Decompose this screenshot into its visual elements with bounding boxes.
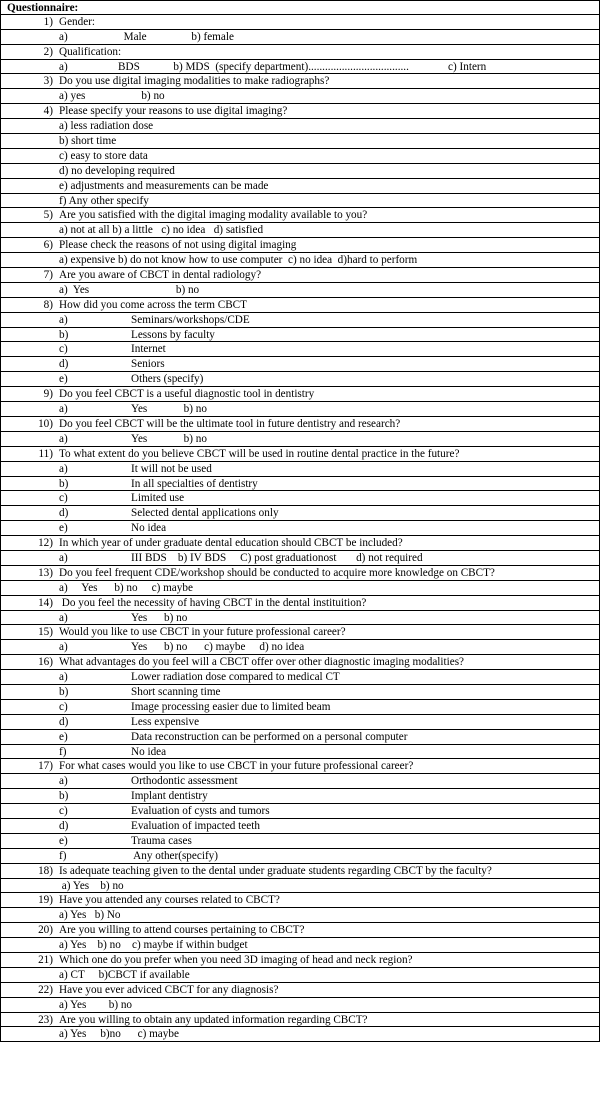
option-row: [0, 819, 600, 834]
answer-options: a) CT b)CBCT if available: [59, 968, 190, 981]
answer-options: a) yes b) no: [59, 90, 165, 103]
question-row: [0, 759, 600, 774]
question-number: 11): [38, 447, 53, 460]
question-row: [0, 893, 600, 908]
question-row: [0, 655, 600, 670]
question-number: 10): [38, 417, 53, 430]
option-row: [0, 521, 600, 536]
answer-row: [0, 119, 600, 134]
option-row: [0, 313, 600, 328]
option-text: III BDS b) IV BDS C) post graduationost d) not required: [131, 551, 423, 564]
answer-row: [0, 938, 600, 953]
option-text: Data reconstruction can be performed on a personal computer: [131, 730, 408, 743]
question-row: [0, 596, 600, 611]
option-row: [0, 685, 600, 700]
option-text: Trauma cases: [131, 834, 192, 847]
answer-row: [0, 164, 600, 179]
option-text: It will not be used: [131, 462, 212, 475]
question-row: [0, 923, 600, 938]
answer-row: [0, 194, 600, 209]
option-text: Internet: [131, 343, 166, 356]
option-label: b): [59, 477, 69, 490]
option-label: b): [59, 685, 69, 698]
question-number: 4): [43, 105, 53, 118]
title-row: [0, 0, 600, 15]
option-label: e): [59, 522, 68, 535]
answer-row: [0, 134, 600, 149]
question-row: [0, 298, 600, 313]
option-text: Selected dental applications only: [131, 507, 279, 520]
option-text: Any other(specify): [131, 849, 218, 862]
answer-options: c) easy to store data: [59, 149, 148, 162]
question-text: What advantages do you feel will a CBCT offer over other diagnostic imaging modalities?: [59, 656, 465, 669]
option-row: [0, 640, 600, 655]
answer-row: [0, 253, 600, 268]
option-row: [0, 774, 600, 789]
option-text: Less expensive: [131, 715, 200, 728]
option-row: [0, 789, 600, 804]
question-number: 8): [43, 298, 53, 311]
questionnaire-title: Questionnaire:: [7, 2, 79, 14]
option-row: [0, 432, 600, 447]
option-row: [0, 551, 600, 566]
question-text: Are you willing to attend courses pertaining to CBCT?: [59, 924, 305, 937]
option-text: Yes b) no c) maybe d) no idea: [131, 641, 305, 654]
question-text: To what extent do you believe CBCT will be used in routine dental practice in the future?: [59, 447, 460, 460]
question-number: 12): [38, 537, 53, 550]
question-row: [0, 104, 600, 119]
question-text: Are you willing to obtain any updated information regarding CBCT?: [59, 1013, 368, 1026]
option-text: Lessons by faculty: [131, 328, 215, 341]
question-text: Please specify your reasons to use digital imaging?: [59, 105, 288, 118]
answer-row: [0, 149, 600, 164]
question-text: Do you feel CBCT is a useful diagnostic tool in dentistry: [59, 388, 315, 401]
question-number: 15): [38, 626, 53, 639]
question-text: Gender:: [59, 15, 96, 28]
option-label: a): [59, 432, 68, 445]
option-row: [0, 804, 600, 819]
question-number: 18): [38, 864, 53, 877]
option-label: d): [59, 358, 69, 371]
option-row: [0, 849, 600, 864]
question-number: 5): [43, 209, 53, 222]
answer-options: e) adjustments and measurements can be made: [59, 179, 269, 192]
option-label: d): [59, 507, 69, 520]
question-number: 17): [38, 760, 53, 773]
answer-row: [0, 968, 600, 983]
option-label: a): [59, 671, 68, 684]
option-label: e): [59, 373, 68, 386]
answer-row: [0, 879, 600, 894]
option-row: [0, 506, 600, 521]
option-label: b): [59, 790, 69, 803]
answer-options: a) Yes b) no: [59, 998, 133, 1011]
option-label: c): [59, 343, 68, 356]
question-row: [0, 208, 600, 223]
answer-row: [0, 60, 600, 75]
question-number: 9): [43, 388, 53, 401]
question-row: [0, 953, 600, 968]
answer-row: [0, 223, 600, 238]
question-row: [0, 268, 600, 283]
answer-row: [0, 581, 600, 596]
question-number: 21): [38, 954, 53, 966]
question-text: Have you ever adviced CBCT for any diagnosis?: [59, 983, 279, 996]
question-number: 23): [38, 1013, 53, 1026]
question-number: 20): [38, 924, 53, 937]
question-row: [0, 983, 600, 998]
option-label: d): [59, 715, 69, 728]
option-label: e): [59, 730, 68, 743]
question-row: [0, 447, 600, 462]
option-text: Limited use: [131, 492, 185, 505]
option-row: [0, 834, 600, 849]
option-row: [0, 730, 600, 745]
option-label: e): [59, 834, 68, 847]
question-row: [0, 566, 600, 581]
option-text: Yes b) no: [131, 403, 207, 416]
question-number: 3): [43, 75, 53, 88]
option-label: f): [59, 745, 67, 758]
option-label: a): [59, 641, 68, 654]
option-label: a): [59, 775, 68, 788]
option-text: Seminars/workshops/CDE: [131, 313, 250, 326]
option-text: Evaluation of cysts and tumors: [131, 805, 270, 818]
answer-row: [0, 179, 600, 194]
question-row: [0, 387, 600, 402]
question-row: [0, 74, 600, 89]
question-text: Do you feel the necessity of having CBCT in the dental instituition?: [59, 596, 367, 609]
option-label: f): [59, 849, 67, 862]
question-text: Is adequate teaching given to the dental under graduate students regarding CBCT by the faculty?: [59, 864, 492, 877]
answer-options: a) Yes b) No: [59, 909, 121, 922]
question-text: Do you use digital imaging modalities to make radiographs?: [59, 75, 330, 88]
option-text: Orthodontic assessment: [131, 775, 238, 788]
option-text: Short scanning time: [131, 685, 221, 698]
answer-options: a) expensive b) do not know how to use computer c) no idea d)hard to perform: [59, 254, 418, 267]
answer-options: f) Any other specify: [59, 194, 149, 207]
option-label: c): [59, 700, 68, 713]
answer-row: [0, 1027, 600, 1042]
option-text: Implant dentistry: [131, 790, 208, 803]
option-text: Evaluation of impacted teeth: [131, 819, 260, 832]
option-label: a): [59, 462, 68, 475]
question-row: [0, 45, 600, 60]
option-label: a): [59, 403, 68, 416]
question-number: 14): [38, 596, 53, 609]
option-row: [0, 715, 600, 730]
questionnaire-rows: [0, 15, 600, 1042]
question-row: [0, 864, 600, 879]
question-number: 2): [43, 45, 53, 58]
option-row: [0, 357, 600, 372]
question-number: 19): [38, 894, 53, 907]
option-label: b): [59, 328, 69, 341]
question-row: [0, 625, 600, 640]
question-row: [0, 238, 600, 253]
question-text: Do you feel frequent CDE/workshop should be conducted to acquire more knowledge on CBCT?: [59, 566, 495, 579]
option-row: [0, 477, 600, 492]
question-number: 7): [43, 269, 53, 282]
option-text: Yes b) no: [131, 611, 188, 624]
question-number: 13): [38, 566, 53, 579]
answer-options: b) short time: [59, 135, 117, 148]
answer-options: a) Yes b)no c) maybe: [59, 1028, 179, 1041]
option-row: [0, 670, 600, 685]
option-text: Lower radiation dose compared to medical CT: [131, 671, 340, 684]
question-text: Please check the reasons of not using digital imaging: [59, 239, 297, 252]
option-text: Image processing easier due to limited beam: [131, 700, 331, 713]
answer-options: a) Yes b) no: [59, 283, 200, 296]
option-text: No idea: [131, 745, 167, 758]
question-row: [0, 536, 600, 551]
option-text: Others (specify): [131, 373, 204, 386]
option-row: [0, 402, 600, 417]
option-row: [0, 611, 600, 626]
question-number: 16): [38, 656, 53, 669]
option-text: No idea: [131, 522, 167, 535]
question-text: How did you come across the term CBCT: [59, 298, 247, 311]
answer-options: a) Yes b) no: [59, 879, 124, 892]
option-label: d): [59, 819, 69, 832]
option-row: [0, 372, 600, 387]
question-row: [0, 15, 600, 30]
answer-options: a) Yes b) no c) maybe: [59, 581, 193, 594]
answer-row: [0, 283, 600, 298]
answer-options: a) BDS b) MDS (specify department).................................... c) Intern: [59, 60, 487, 73]
question-text: Have you attended any courses related to CBCT?: [59, 894, 280, 907]
option-text: Yes b) no: [131, 432, 207, 445]
option-row: [0, 342, 600, 357]
answer-options: a) Male b) female: [59, 30, 234, 43]
question-number: 6): [43, 239, 53, 252]
option-label: c): [59, 805, 68, 818]
question-text: Are you satisfied with the digital imaging modality available to you?: [59, 209, 368, 222]
option-label: a): [59, 551, 68, 564]
option-row: [0, 462, 600, 477]
answer-row: [0, 89, 600, 104]
question-number: 22): [38, 983, 53, 996]
option-label: c): [59, 492, 68, 505]
question-row: [0, 417, 600, 432]
question-text: Qualification:: [59, 45, 122, 58]
answer-options: a) less radiation dose: [59, 120, 154, 133]
answer-options: a) not at all b) a little c) no idea d) satisfied: [59, 224, 264, 237]
question-text: Which one do you prefer when you need 3D imaging of head and neck region?: [59, 954, 413, 966]
option-row: [0, 745, 600, 760]
question-text: Are you aware of CBCT in dental radiology?: [59, 269, 262, 282]
answer-row: [0, 908, 600, 923]
question-text: In which year of under graduate dental education should CBCT be included?: [59, 537, 403, 550]
option-row: [0, 700, 600, 715]
answer-row: [0, 30, 600, 45]
question-row: [0, 1013, 600, 1028]
option-label: a): [59, 313, 68, 326]
option-label: a): [59, 611, 68, 624]
answer-row: [0, 998, 600, 1013]
answer-options: d) no developing required: [59, 164, 175, 177]
option-text: Seniors: [131, 358, 165, 371]
option-row: [0, 491, 600, 506]
question-text: Do you feel CBCT will be the ultimate tool in future dentistry and research?: [59, 417, 401, 430]
option-text: In all specialties of dentistry: [131, 477, 258, 490]
option-row: [0, 328, 600, 343]
answer-options: a) Yes b) no c) maybe if within budget: [59, 939, 248, 952]
question-text: Would you like to use CBCT in your future professional career?: [59, 626, 346, 639]
question-text: For what cases would you like to use CBCT in your future professional career?: [59, 760, 414, 773]
question-number: 1): [43, 15, 53, 28]
